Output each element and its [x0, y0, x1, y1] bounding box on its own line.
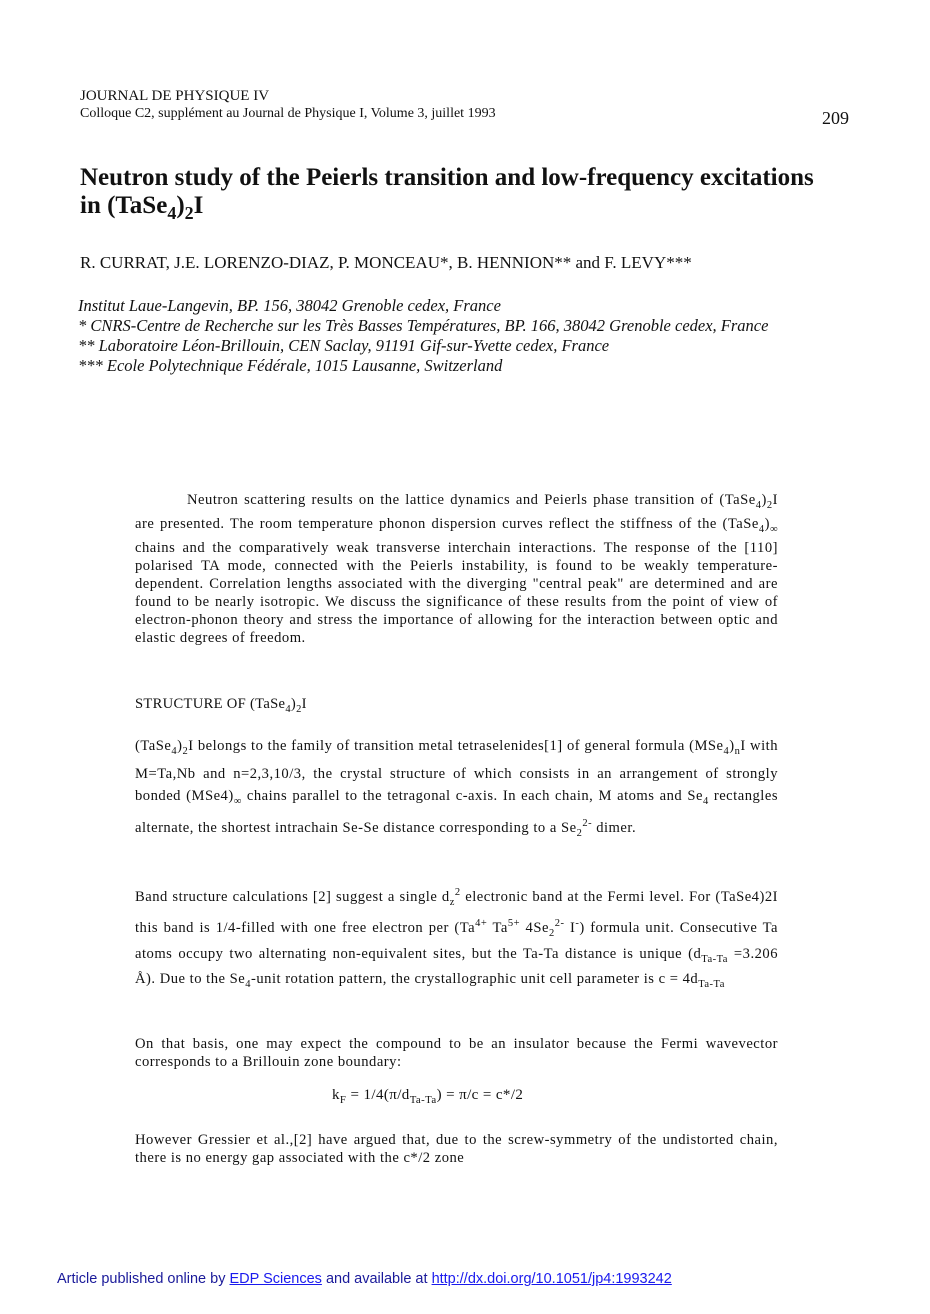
title-line-2: in $(TaSe_4)_2I$	[80, 192, 204, 223]
journal-name: JOURNAL DE PHYSIQUE IV	[80, 88, 270, 104]
section-heading: STRUCTURE OF $(TaSe_4)_2I$	[135, 696, 307, 715]
body-paragraph: However Gressier et al.,[2] have argued that, due to the screw-symmetry of the undistorted chain, there is no energy gap associated with the c*/2 zone	[135, 1132, 778, 1166]
page-number: 209	[822, 108, 849, 128]
affiliation: *** Ecole Polytechnique Fédérale, 1015 Lausanne, Switzerland	[78, 356, 503, 375]
body-paragraph: $(TaSe_4)_2I$ belongs to the family of transition metal tetraselenides[1] of general formula $(MSe_4)_nI$ with M=Ta,Nb and n=2,3,10/3, the crystal structure of which consists in an arrangement of strongly bonded $(MSe4)_\infty$ chains parallel to the tetragonal c-axis. In each chain, M atoms and $Se_4$ rectangles alternate, the shortest intrachain Se-Se distance corresponding to a $Se_2^{2-}$ dimer.	[135, 738, 778, 839]
body-paragraph: On that basis, one may expect the compound to be an insulator because the Fermi wavevector corresponds to a Brillouin zone boundary:	[135, 1036, 778, 1070]
affiliation: ** Laboratoire Léon-Brillouin, CEN Saclay, 91191 Gif-sur-Yvette cedex, France	[78, 336, 610, 355]
title-line-1: Neutron study of the Peierls transition and low-frequency excitations	[80, 164, 814, 191]
publisher-link[interactable]: EDP Sciences	[229, 1271, 322, 1287]
equation: $k_F = 1/4(\pi/d_{Ta-Ta}) = \pi/c = c*/2$	[332, 1087, 524, 1106]
abstract: Neutron scattering results on the lattice dynamics and Peierls phase transition of $(TaSe_4)_2I$ are presented. The room temperature phonon dispersion curves reflect the stiffness of the $(TaSe_4)_\infty$ chains and the comparatively weak transverse interchain interactions. The response of the [110] polarised TA mode, connected with the Peierls instability, is found to be weakly temperature-dependent. Correlation lengths associated with the diverging "central peak" are determined and are found to be nearly isotropic. We discuss the significance of these results from the point of view of electron-phonon theory and stress the importance of allowing for the interaction between optic and elastic degrees of freedom.	[135, 492, 778, 646]
affiliation: * CNRS-Centre de Recherche sur les Très Basses Températures, BP. 166, 38042 Grenoble cedex, France	[78, 316, 769, 335]
doi-link[interactable]: http://dx.doi.org/10.1051/jp4:1993242	[431, 1271, 672, 1287]
colloque-line: Colloque C2, supplément au Journal de Physique I, Volume 3, juillet 1993	[80, 106, 496, 121]
affiliation: Institut Laue-Langevin, BP. 156, 38042 Grenoble cedex, France	[78, 296, 501, 315]
publication-footer: Article published online by EDP Sciences and available at http://dx.doi.org/10.1051/jp4:1993242	[57, 1271, 672, 1287]
author-list: R. CURRAT, J.E. LORENZO-DIAZ, P. MONCEAU*, B. HENNION** and F. LEVY***	[80, 253, 692, 272]
paper-title	[80, 164, 870, 227]
body-paragraph: Band structure calculations [2] suggest a single $d_z^2$ electronic band at the Fermi level. For (TaSe4)2I this band is 1/4-filled with one free electron per ($Ta^{4+}$ $Ta^{5+}$ $4Se_2^{2-}$ I-) formula unit. Consecutive Ta atoms occupy two alternating non-equivalent sites, but the Ta-Ta distance is unique ($d_{Ta-Ta} =3.206$ Å). Due to the $Se_4$-unit rotation pattern, the crystallographic unit cell parameter is $c = 4d_{Ta-Ta}$	[135, 887, 779, 991]
